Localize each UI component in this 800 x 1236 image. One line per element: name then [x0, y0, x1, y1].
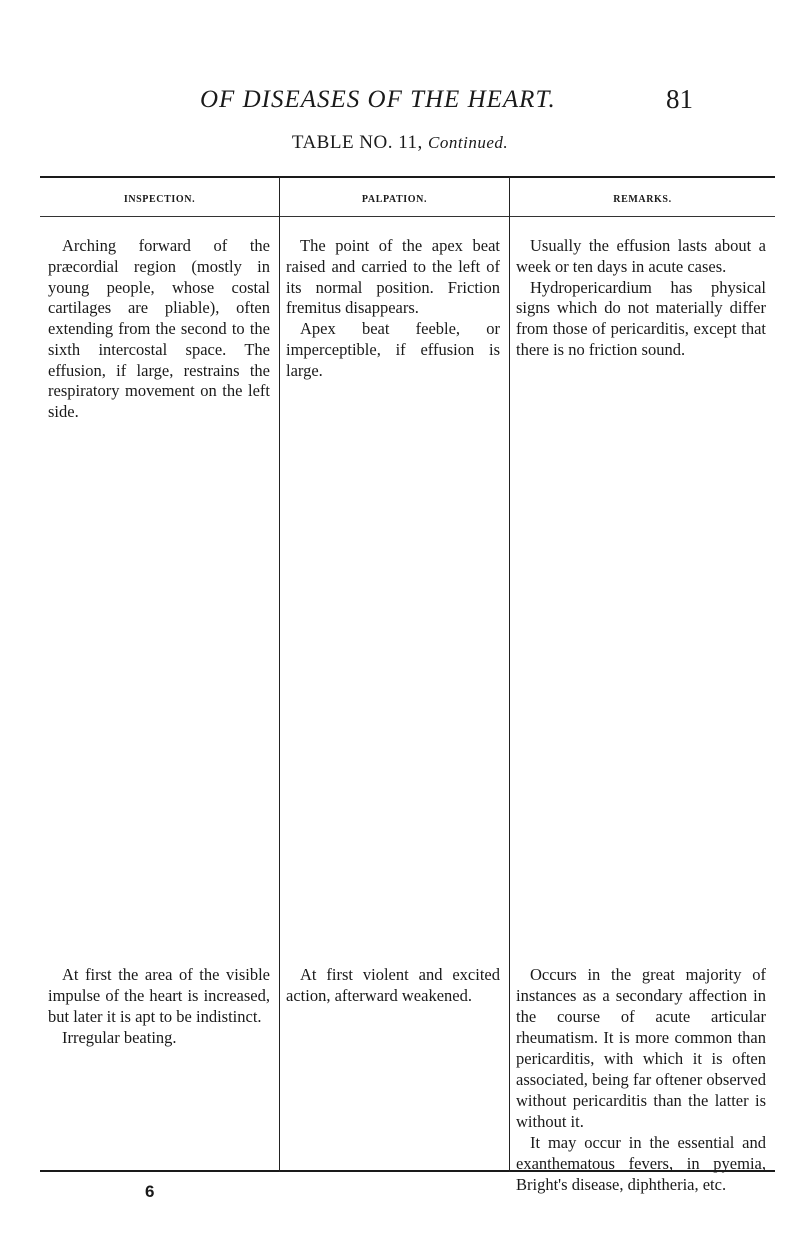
table-header-rule — [40, 216, 775, 217]
table-title — [0, 132, 800, 154]
column-header-inspection: INSPECTION. — [123, 194, 196, 205]
cell-paragraph: At first the area of the visible impulse of the heart is increased, but later it is apt to be indistinct. — [48, 965, 270, 1026]
cell-paragraph: Occurs in the great majority of instances as a secondary affection in the course of acute articular rheumatism. It is more common than pericarditis, with which it is often associated, being far oftener observed without pericarditis than the latter is without it. — [516, 965, 766, 1131]
cell-paragraph: Usually the effusion lasts about a week or ten days in acute cases. — [516, 236, 766, 276]
cell-paragraph: Apex beat feeble, or imperceptible, if effusion is large. — [286, 319, 500, 380]
row1-palpation-cell — [286, 236, 500, 381]
row1-inspection-cell — [48, 236, 270, 423]
page-number: 81 — [666, 84, 693, 114]
column-divider — [279, 176, 280, 1172]
row2-palpation-cell — [286, 965, 500, 1007]
table-title-continued: Continued. — [428, 133, 509, 152]
column-header-remarks: REMARKS. — [613, 194, 672, 205]
cell-paragraph: At first violent and excited action, afterward weakened. — [286, 965, 500, 1005]
table-top-rule — [40, 176, 775, 178]
cell-paragraph: It may occur in the essential and exanthematous fevers, in pyemia, Bright's disease, diphtheria, etc. — [516, 1132, 766, 1194]
row2-remarks-cell — [516, 965, 766, 1195]
column-header-palpation: PALPATION. — [361, 194, 428, 205]
cell-paragraph: Hydropericardium has physical signs which do not materially differ from those of pericarditis, except that there is no friction sound. — [516, 277, 766, 359]
cell-paragraph: Irregular beating. — [62, 1027, 177, 1047]
running-title: OF DISEASES OF THE HEART. — [200, 86, 556, 113]
table-title-main: TABLE NO. 11, — [291, 132, 423, 153]
cell-paragraph: Arching forward of the præcordial region (mostly in young people, whose costal cartilages are pliable), often extending from the second to the sixth intercostal space. The effusion, if large, restrains the respiratory movement on the left side. — [48, 236, 270, 422]
running-head — [0, 86, 800, 120]
signature-mark: 6 — [145, 1182, 155, 1201]
row2-inspection-cell — [48, 965, 270, 1049]
column-divider — [509, 176, 510, 1172]
row1-remarks-cell — [516, 236, 766, 361]
cell-paragraph: The point of the apex beat raised and carried to the left of its normal position. Friction fremitus disappears. — [286, 236, 500, 318]
